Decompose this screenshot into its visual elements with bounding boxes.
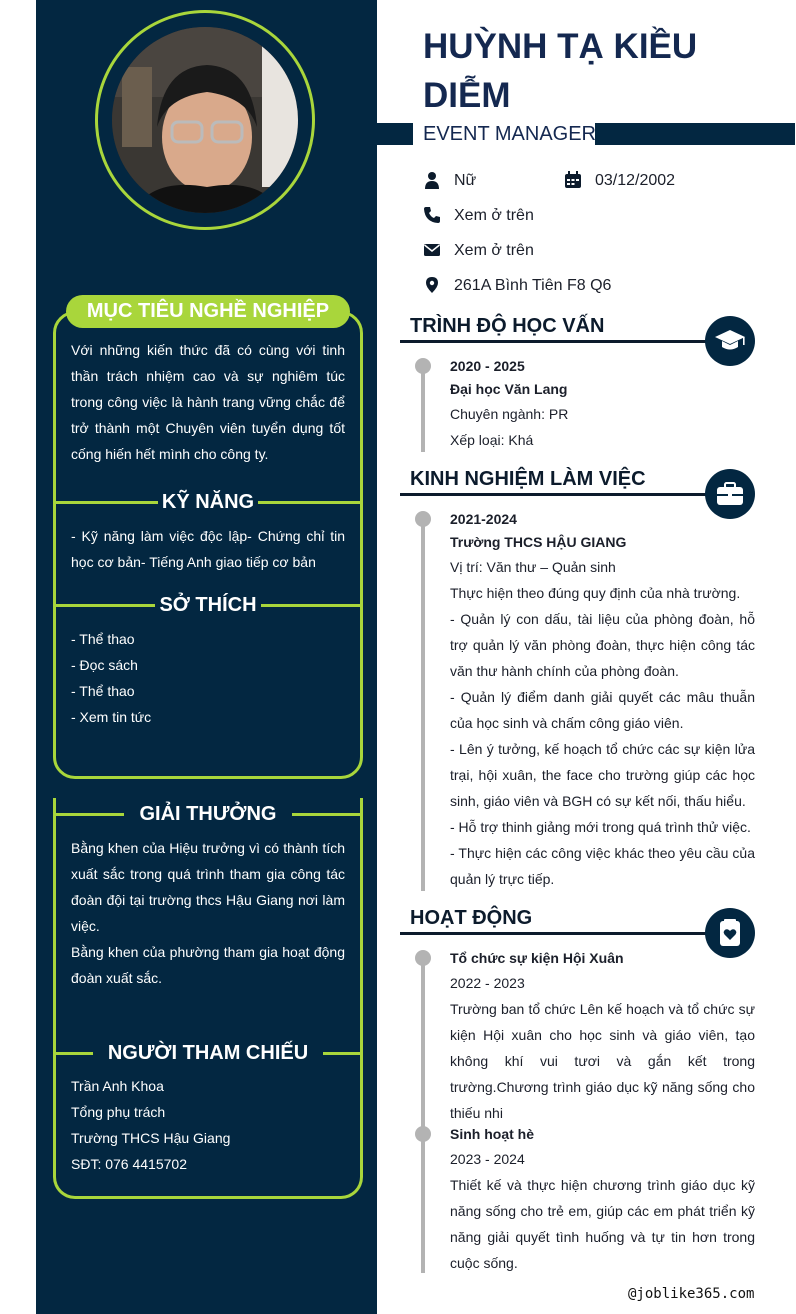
experience-heading: KINH NGHIỆM LÀM VIỆC [410, 468, 646, 490]
references-heading [53, 1041, 363, 1065]
education-period: 2020 - 2025 [450, 358, 525, 374]
watermark: @joblike365.com [628, 1286, 755, 1302]
experience-company: Trường THCS HẬU GIANG [450, 534, 627, 550]
activities-timeline-dot [415, 950, 431, 966]
experience-duty: - Lên ý tưởng, kế hoạch tổ chức các sự kiện lửa trại, hội xuân, the face cho trường giúp các học sinh, giáo viên và BGH có sự kết nối, thấu hiểu. [450, 741, 755, 809]
activities-timeline-line [421, 958, 425, 1273]
experience-duty: Thực hiện theo đúng quy định của nhà trường. [450, 585, 741, 601]
award-item: Bằng khen của Hiệu trưởng vì có thành tích xuất sắc trong quá trình tham gia công tác đoàn đội tại trường thcs Hậu Giang nơi làm việc. [71, 840, 345, 934]
birthdate-value: 03/12/2002 [595, 172, 676, 189]
address-value: 261A Bình Tiên F8 Q6 [454, 277, 612, 294]
activity-period: 2022 - 2023 [450, 975, 525, 991]
avatar [112, 27, 298, 213]
experience-duty: - Quản lý con dấu, tài liệu của phòng đoàn, hỗ trợ quản lý văn phòng đoàn, thực hiện công tác văn thư hành chính của phòng đoàn. [450, 611, 755, 679]
activity-entry [450, 947, 755, 1126]
hobby-item: - Đọc sách [71, 657, 138, 673]
calendar-icon [564, 171, 582, 189]
reference-item: SĐT: 076 4415702 [71, 1156, 187, 1172]
gender-value: Nữ [454, 172, 477, 189]
experience-duty: - Quản lý điểm danh giải quyết các mâu thuẫn của học sinh và chấm công giáo viên. [450, 689, 755, 731]
experience-position: Vị trí: Văn thư – Quản sinh [450, 559, 616, 575]
job-title: EVENT MANAGER [423, 123, 596, 145]
reference-item: Trường THCS Hậu Giang [71, 1130, 231, 1146]
activities-rule [400, 932, 710, 935]
objective-text: Với những kiến thức đã có cùng với tinh thần trách nhiệm cao và sự nghiêm túc trong công việc là hành trang vững chắc để trở thành một Chuyên viên tuyển dụng tốt cống hiến hết mình cho công ty. [71, 342, 345, 462]
phone-value: Xem ở trên [454, 207, 534, 224]
awards-list [71, 835, 345, 991]
title-bar-right [595, 123, 795, 145]
experience-duty: - Hỗ trợ thinh giảng mới trong quá trình thử việc. [450, 819, 751, 835]
activities-timeline-dot [415, 1126, 431, 1142]
candidate-name: HUỲNH TẠ KIỀU DIỄM [423, 27, 698, 115]
awards-heading [53, 802, 363, 826]
activity-description: Thiết kế và thực hiện chương trình giáo dục kỹ năng sống cho trẻ em, giúp các em phát triển kỹ năng giải quyết tình huống và tự tin hơn trong cuộc sống. [450, 1177, 755, 1271]
hobby-item: - Thể thao [71, 683, 135, 699]
experience-timeline-dot [415, 511, 431, 527]
hobby-item: - Thể thao [71, 631, 135, 647]
phone-icon [423, 206, 441, 224]
skills-text: - Kỹ năng làm việc độc lập- Chứng chỉ tin học cơ bản- Tiếng Anh giao tiếp cơ bản [71, 528, 345, 570]
objective-heading: MỤC TIÊU NGHỀ NGHIỆP [66, 295, 350, 328]
email-icon [423, 241, 441, 259]
hobbies-heading-label: SỞ THÍCH [159, 594, 257, 616]
location-pin-icon [423, 276, 441, 294]
education-grade: Xếp loại: Khá [450, 432, 534, 448]
experience-timeline-line [421, 519, 425, 891]
references-list [71, 1073, 345, 1177]
experience-duty: - Thực hiện các công việc khác theo yêu cầu của quản lý trực tiếp. [450, 845, 755, 887]
education-entry [450, 355, 755, 453]
activities-heading: HOẠT ĐỘNG [410, 907, 533, 929]
activity-entry [450, 1123, 755, 1276]
awards-heading-label: GIẢI THƯỞNG [139, 803, 277, 825]
experience-period: 2021-2024 [450, 511, 517, 527]
avatar-photo [112, 27, 298, 213]
education-heading: TRÌNH ĐỘ HỌC VẤN [410, 315, 605, 337]
references-heading-label: NGƯỜI THAM CHIẾU [107, 1042, 309, 1064]
reference-item: Trần Anh Khoa [71, 1078, 164, 1094]
hobby-item: - Xem tin tức [71, 709, 152, 725]
activity-title: Tổ chức sự kiện Hội Xuân [450, 950, 624, 966]
activity-title: Sinh hoạt hè [450, 1126, 534, 1142]
education-timeline-line [421, 366, 425, 452]
activity-description: Trường ban tổ chức Lên kế hoạch và tổ chức sự kiện Hội xuân cho học sinh và giáo viên, tạo không khí vui tươi và gắn kết trong trường.Chương trình giáo dục kỹ năng sống cho thiếu nhi [450, 1001, 755, 1121]
skills-heading [53, 490, 363, 514]
title-bar-left [377, 123, 413, 145]
education-timeline-dot [415, 358, 431, 374]
skills-heading-label: KỸ NĂNG [161, 491, 255, 513]
award-item: Bằng khen của phường tham gia hoạt động đoàn xuất sắc. [71, 944, 345, 986]
education-major: Chuyên ngành: PR [450, 406, 569, 422]
experience-rule [400, 493, 710, 496]
activity-period: 2023 - 2024 [450, 1151, 525, 1167]
hobbies-list [71, 626, 345, 730]
experience-entry [450, 508, 755, 892]
reference-item: Tổng phụ trách [71, 1104, 166, 1120]
education-rule [400, 340, 710, 343]
education-school: Đại học Văn Lang [450, 381, 568, 397]
hobbies-heading [53, 593, 363, 617]
email-value: Xem ở trên [454, 242, 534, 259]
user-icon [423, 171, 441, 189]
